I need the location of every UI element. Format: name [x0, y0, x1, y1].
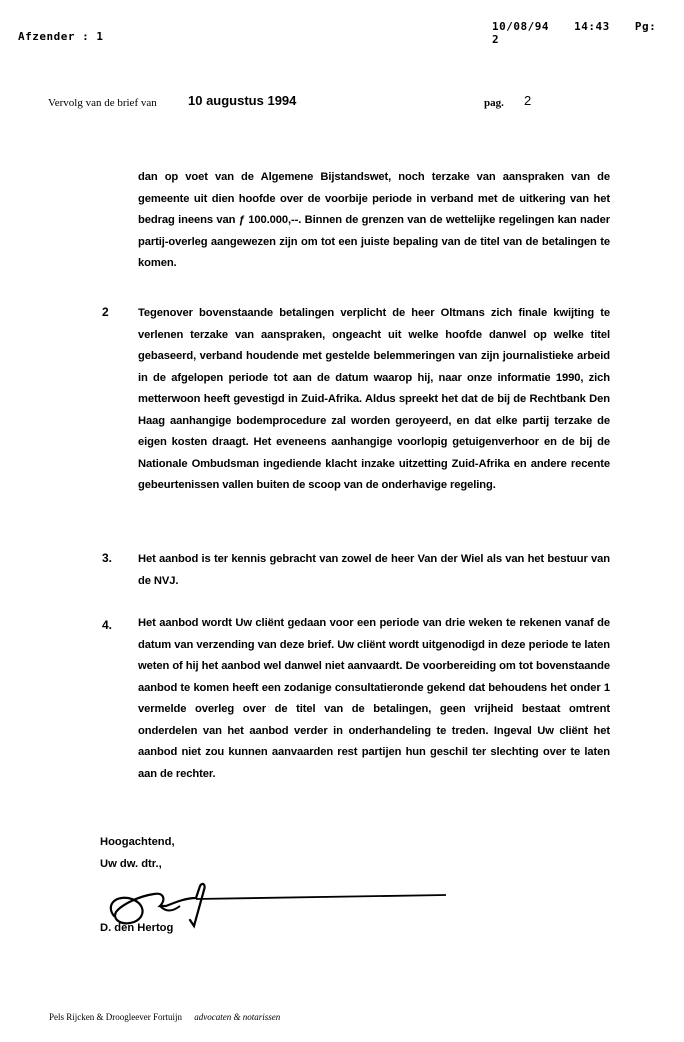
reference-label: Vervolg van de brief van [48, 97, 157, 109]
fax-time: 14:43 [574, 20, 610, 33]
paragraph-text: Het aanbod is ter kennis gebracht van zowel de heer Van der Wiel als van het bestuur van de NVJ. [138, 553, 610, 587]
page-label: pag. [484, 97, 504, 109]
fax-date: 10/08/94 [492, 20, 549, 33]
regards: Uw dw. dtr., [100, 858, 162, 870]
closing-block [100, 831, 175, 875]
fax-page: Pg: 2 [492, 20, 657, 46]
letterhead-footer [49, 1012, 280, 1022]
paragraph-number: 2 [102, 305, 109, 319]
paragraph-text: Het aanbod wordt Uw cliënt gedaan voor een periode van drie weken te rekenen vanaf de datum van verzending van deze brief. Uw cliënt wordt uitgenodigd in deze periode te laten weten of hij het aanbod wel danwel niet aanvaardt. De voorbereiding om tot bovenstaande aanbod te komen heeft een zodanige consultatieronde gekend dat behoudens het onder 1 vermelde overleg over de titel van de betalingen, geen vrijheid bestaat omtrent onderdelen van het aanbod verder in onderhandeling te treden. Ingeval Uw cliënt het aanbod niet zou kunnen aanvaarden rest partijen hun geschil ter slechting over te laten aan de rechter. [138, 617, 610, 780]
reference-line [48, 93, 648, 113]
fax-transmission-stamp [492, 20, 684, 46]
page-number: 2 [524, 93, 532, 108]
paragraph-number: 4. [102, 618, 113, 632]
paragraph-text: Tegenover bovenstaande betalingen verplicht de heer Oltmans zich finale kwijting te verlenen terzake van aanspraken, ongeacht uit welke hoofde danwel op welke titel gebaseerd, verband houdende met gestelde belemmeringen van zijn journalistieke arbeid in de afgelopen periode tot aan de datum waarop hij, naar onze informatie 1990, zich metterwoon heeft gevestigd in Zuid-Afrika. Aldus spreekt het dat de bij de Rechtbank Den Haag aanhangige bodemprocedure zal worden geroyeerd, en dat elke partij terzake de eigen kosten draagt. Het eveneens aanhangige voorlopig getuigenverhoor en de bij de Nationale Ombudsman ingediende klacht inzake uitzetting Zuid-Afrika en andere recente gebeurtenissen vallen buiten de scoop van de onderhavige regeling. [138, 307, 610, 491]
firm-name: Pels Rijcken & Droogleever Fortuijn [49, 1012, 182, 1022]
signer-name: D. den Hertog [100, 922, 174, 934]
salutation: Hoogachtend, [100, 836, 175, 848]
firm-subtitle: advocaten & notarissen [194, 1012, 281, 1022]
paragraph-continuation: dan op voet van de Algemene Bijstandswet, noch terzake van aanspraken van de gemeente uit dien hoofde over de voorbije periode in verband met de uitkering van het bedrag ineens van ƒ 100.000,--. Binnen de grenzen van de wettelijke regelingen kan nader partij-overleg aangewezen zijn om tot een juiste bepaling van de titel van de betalingen te komen. [138, 171, 610, 269]
reference-date: 10 augustus 1994 [188, 93, 297, 108]
paragraph-number: 3. [102, 551, 113, 565]
fax-sender-line: Afzender : 1 [18, 30, 104, 43]
